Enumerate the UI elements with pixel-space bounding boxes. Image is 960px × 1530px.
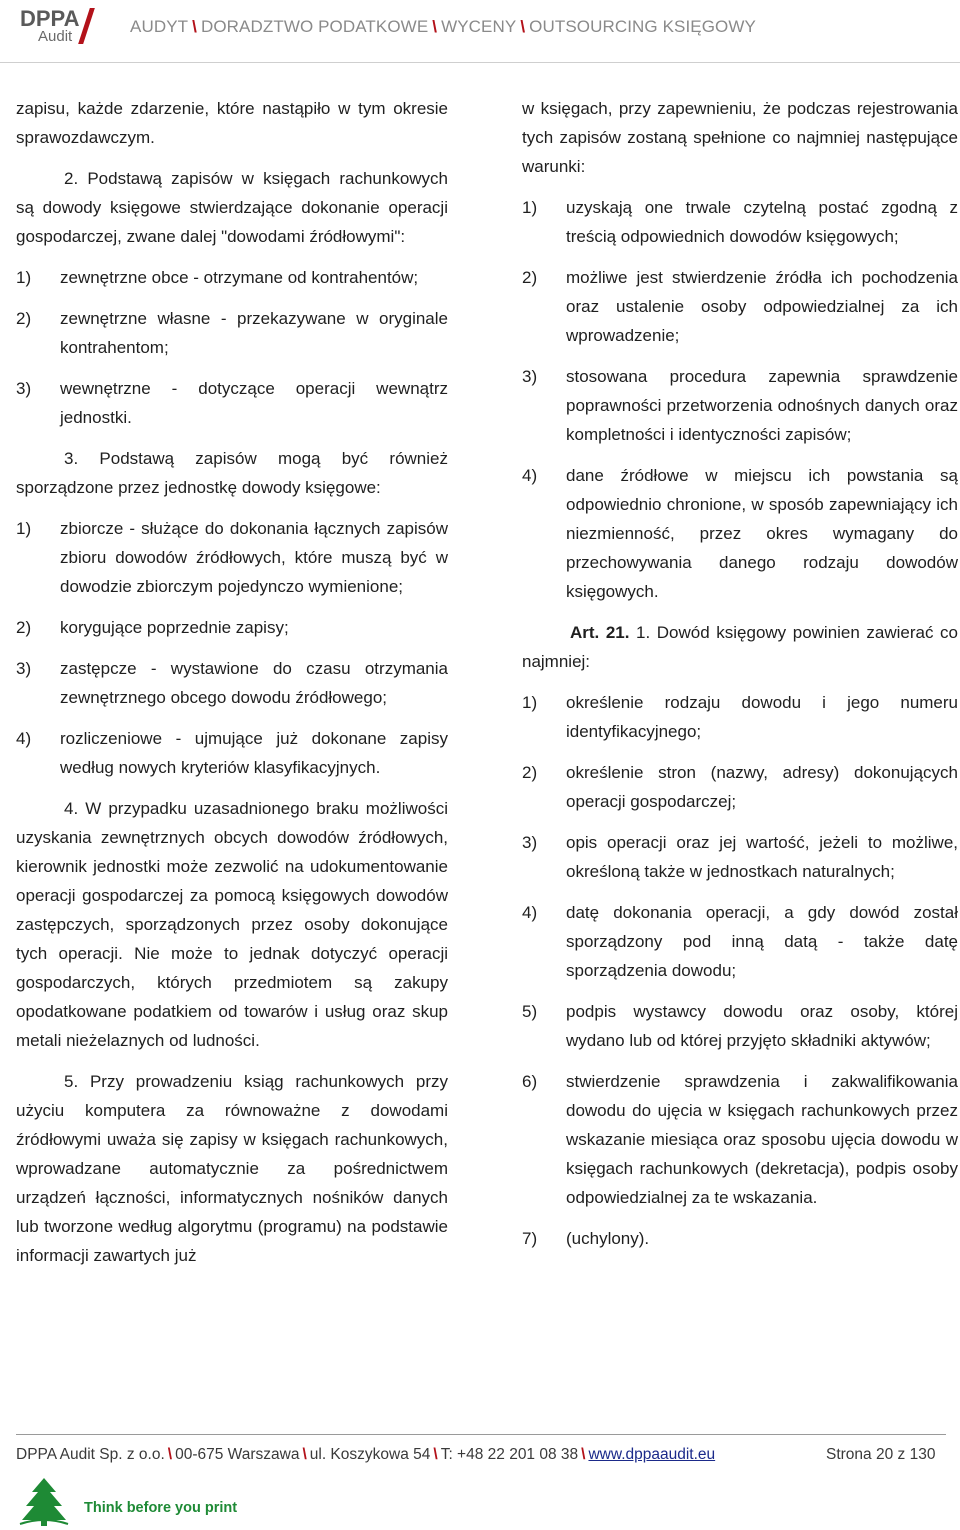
list-text: wewnętrzne - dotyczące operacji wewnątrz jednostki. bbox=[60, 379, 448, 427]
list-text: opis operacji oraz jej wartość, jeżeli to możliwe, określoną także w jednostkach naturalnych; bbox=[566, 833, 958, 881]
list-number: 4) bbox=[16, 729, 32, 748]
footer-divider bbox=[16, 1434, 946, 1435]
list-item bbox=[522, 997, 958, 1055]
list-item bbox=[16, 374, 448, 432]
list-number: 4) bbox=[522, 466, 538, 485]
list-text: rozliczeniowe - ujmujące już dokonane zapisy według nowych kryteriów klasyfikacyjnych. bbox=[60, 729, 448, 777]
list-text: zastępcze - wystawione do czasu otrzymania zewnętrznego obcego dowodu źródłowego; bbox=[60, 659, 448, 707]
list-item bbox=[522, 1067, 958, 1212]
footer-company: DPPA Audit Sp. z o.o. bbox=[16, 1446, 165, 1463]
list-item bbox=[16, 654, 448, 712]
header-service-4: OUTSOURCING KSIĘGOWY bbox=[529, 17, 756, 36]
list-text: dane źródłowe w miejscu ich powstania są odpowiednio chronione, w sposób zapewniający ich niezmienność, przez okres wymagany do przechowywania danego rodzaju dowodów księgowych. bbox=[566, 466, 958, 601]
header-divider bbox=[0, 62, 960, 63]
footer-separator: \ bbox=[433, 1446, 438, 1463]
logo-text-audit: Audit bbox=[38, 28, 73, 45]
list-item bbox=[522, 828, 958, 886]
article-paragraph bbox=[522, 618, 958, 676]
list-item bbox=[522, 362, 958, 449]
paragraph: 3. Podstawą zapisów mogą być również sporządzone przez jednostkę dowody księgowe: bbox=[16, 449, 448, 497]
page-header bbox=[0, 0, 960, 64]
list-text: zewnętrzne obce - otrzymane od kontrahentów; bbox=[60, 268, 419, 287]
paragraph: 2. Podstawą zapisów w księgach rachunkowych są dowody księgowe stwierdzające dokonanie operacji gospodarczej, zwane dalej "dowodami źródłowymi": bbox=[16, 169, 448, 246]
list-number: 3) bbox=[16, 659, 32, 678]
list-number: 2) bbox=[16, 309, 32, 328]
list-number: 1) bbox=[16, 268, 32, 287]
list-number: 5) bbox=[522, 1002, 538, 1021]
list-text: określenie stron (nazwy, adresy) dokonujących operacji gospodarczej; bbox=[566, 763, 958, 811]
list-number: 3) bbox=[16, 379, 32, 398]
header-service-3: WYCENY bbox=[441, 17, 517, 36]
list-item bbox=[522, 193, 958, 251]
header-services bbox=[130, 17, 756, 37]
paragraph: w księgach, przy zapewnieniu, że podczas rejestrowania tych zapisów zostaną spełnione co najmniej następujące warunki: bbox=[522, 99, 958, 176]
list-text: zbiorcze - służące do dokonania łącznych zapisów zbioru dowodów źródłowych, które muszą być w dowodzie zbiorczym pojedynczo wymienione; bbox=[60, 519, 448, 596]
list-item bbox=[522, 461, 958, 606]
list-text: uzyskają one trwale czytelną postać zgodną z treścią odpowiednich dowodów księgowych; bbox=[566, 198, 958, 246]
paragraph: 4. W przypadku uzasadnionego braku możliwości uzyskania zewnętrznych obcych dowodów źródłowych, kierownik jednostki może zezwolić na udokumentowanie operacji gospodarczej za pomocą księgowych dowodów zastępczych, sporządzonych przez osoby dokonujące tych operacji. Nie może to jednak dotyczyć operacji gospodarczych, których przedmiotem są zakupy opodatkowane podatkiem od towarów i usług oraz skup metali nieżelaznych od ludności. bbox=[16, 799, 448, 1050]
footer-separator: \ bbox=[581, 1446, 586, 1463]
list-text: stwierdzenie sprawdzenia i zakwalifikowania dowodu do ujęcia w księgach rachunkowych przez wskazanie miesiąca oraz sposobu ujęcia dowodu w księgach rachunkowych (dekretacja), podpis osoby odpowiedzialnej za te wskazania. bbox=[566, 1072, 958, 1207]
list-text: korygujące poprzednie zapisy; bbox=[60, 618, 289, 637]
footer-separator: \ bbox=[167, 1446, 173, 1463]
list-item bbox=[16, 724, 448, 782]
footer-address: 00-675 Warszawa bbox=[175, 1446, 300, 1463]
list-text: określenie rodzaju dowodu i jego numeru identyfikacyjnego; bbox=[566, 693, 958, 741]
list-item bbox=[16, 613, 448, 642]
left-column bbox=[16, 94, 448, 1282]
list-item bbox=[16, 514, 448, 601]
list-text: datę dokonania operacji, a gdy dowód został sporządzony pod inną datą - także datę sporządzenia dowodu; bbox=[566, 903, 958, 980]
footer-separator: \ bbox=[302, 1446, 307, 1463]
list-number: 1) bbox=[16, 519, 32, 538]
article-text: 1. Dowód księgowy powinien zawierać co najmniej: bbox=[522, 623, 958, 671]
list-text: możliwe jest stwierdzenie źródła ich pochodzenia oraz ustalenie osoby odpowiedzialnej za ich wprowadzenie; bbox=[566, 268, 958, 345]
page-number: Strona 20 z 130 bbox=[826, 1446, 936, 1463]
header-service-2: DORADZTWO PODATKOWE bbox=[200, 17, 429, 36]
dppa-logo bbox=[20, 6, 120, 48]
list-number: 1) bbox=[522, 693, 538, 712]
header-separator: \ bbox=[520, 17, 526, 36]
paragraph: 5. Przy prowadzeniu ksiąg rachunkowych przy użyciu komputera za równoważne z dowodami źródłowymi uważa się zapisy w księgach rachunkowych, wprowadzane automatycznie za pośrednictwem urządzeń łączności, informatycznych nośników danych lub tworzone według algorytmu (programu) na podstawie informacji zawartych już bbox=[16, 1072, 448, 1265]
list-item bbox=[522, 1224, 958, 1253]
list-item bbox=[522, 688, 958, 746]
list-text: zewnętrzne własne - przekazywane w oryginale kontrahentom; bbox=[60, 309, 448, 357]
list-text: stosowana procedura zapewnia sprawdzenie poprawności przetworzenia odnośnych danych oraz kompletności i identyczności zapisów; bbox=[566, 367, 958, 444]
paragraph: zapisu, każde zdarzenie, które nastąpiło w tym okresie sprawozdawczym. bbox=[16, 99, 448, 147]
list-item bbox=[522, 263, 958, 350]
list-item bbox=[16, 263, 448, 292]
list-number: 6) bbox=[522, 1072, 538, 1091]
header-separator: \ bbox=[192, 17, 197, 36]
list-number: 3) bbox=[522, 833, 538, 852]
list-number: 7) bbox=[522, 1229, 538, 1248]
list-number: 2) bbox=[522, 268, 538, 287]
right-column bbox=[522, 94, 958, 1265]
footer-slogan: Think before you print bbox=[84, 1500, 238, 1516]
list-item bbox=[522, 898, 958, 985]
list-item bbox=[16, 304, 448, 362]
footer-website-link[interactable]: www.dppaaudit.eu bbox=[588, 1446, 716, 1463]
logo-text-dppa: DPPA bbox=[20, 6, 80, 31]
list-number: 4) bbox=[522, 903, 538, 922]
header-separator: \ bbox=[432, 17, 438, 36]
list-item bbox=[522, 758, 958, 816]
list-number: 2) bbox=[16, 618, 32, 637]
logo-slash-mark bbox=[78, 8, 95, 44]
footer-contact bbox=[16, 1446, 715, 1464]
list-number: 1) bbox=[522, 198, 538, 217]
list-text: podpis wystawcy dowodu oraz osoby, której wydano lub od której przyjęto składniki aktywów; bbox=[566, 1002, 958, 1050]
header-service-1: AUDYT bbox=[130, 17, 189, 36]
article-label: Art. 21. bbox=[570, 623, 630, 642]
footer-street: ul. Koszykowa 54 bbox=[309, 1446, 431, 1463]
list-number: 3) bbox=[522, 367, 538, 386]
tree-icon bbox=[16, 1476, 72, 1526]
footer-phone: T: +48 22 201 08 38 bbox=[440, 1446, 579, 1463]
list-number: 2) bbox=[522, 763, 538, 782]
list-text: (uchylony). bbox=[566, 1229, 650, 1248]
